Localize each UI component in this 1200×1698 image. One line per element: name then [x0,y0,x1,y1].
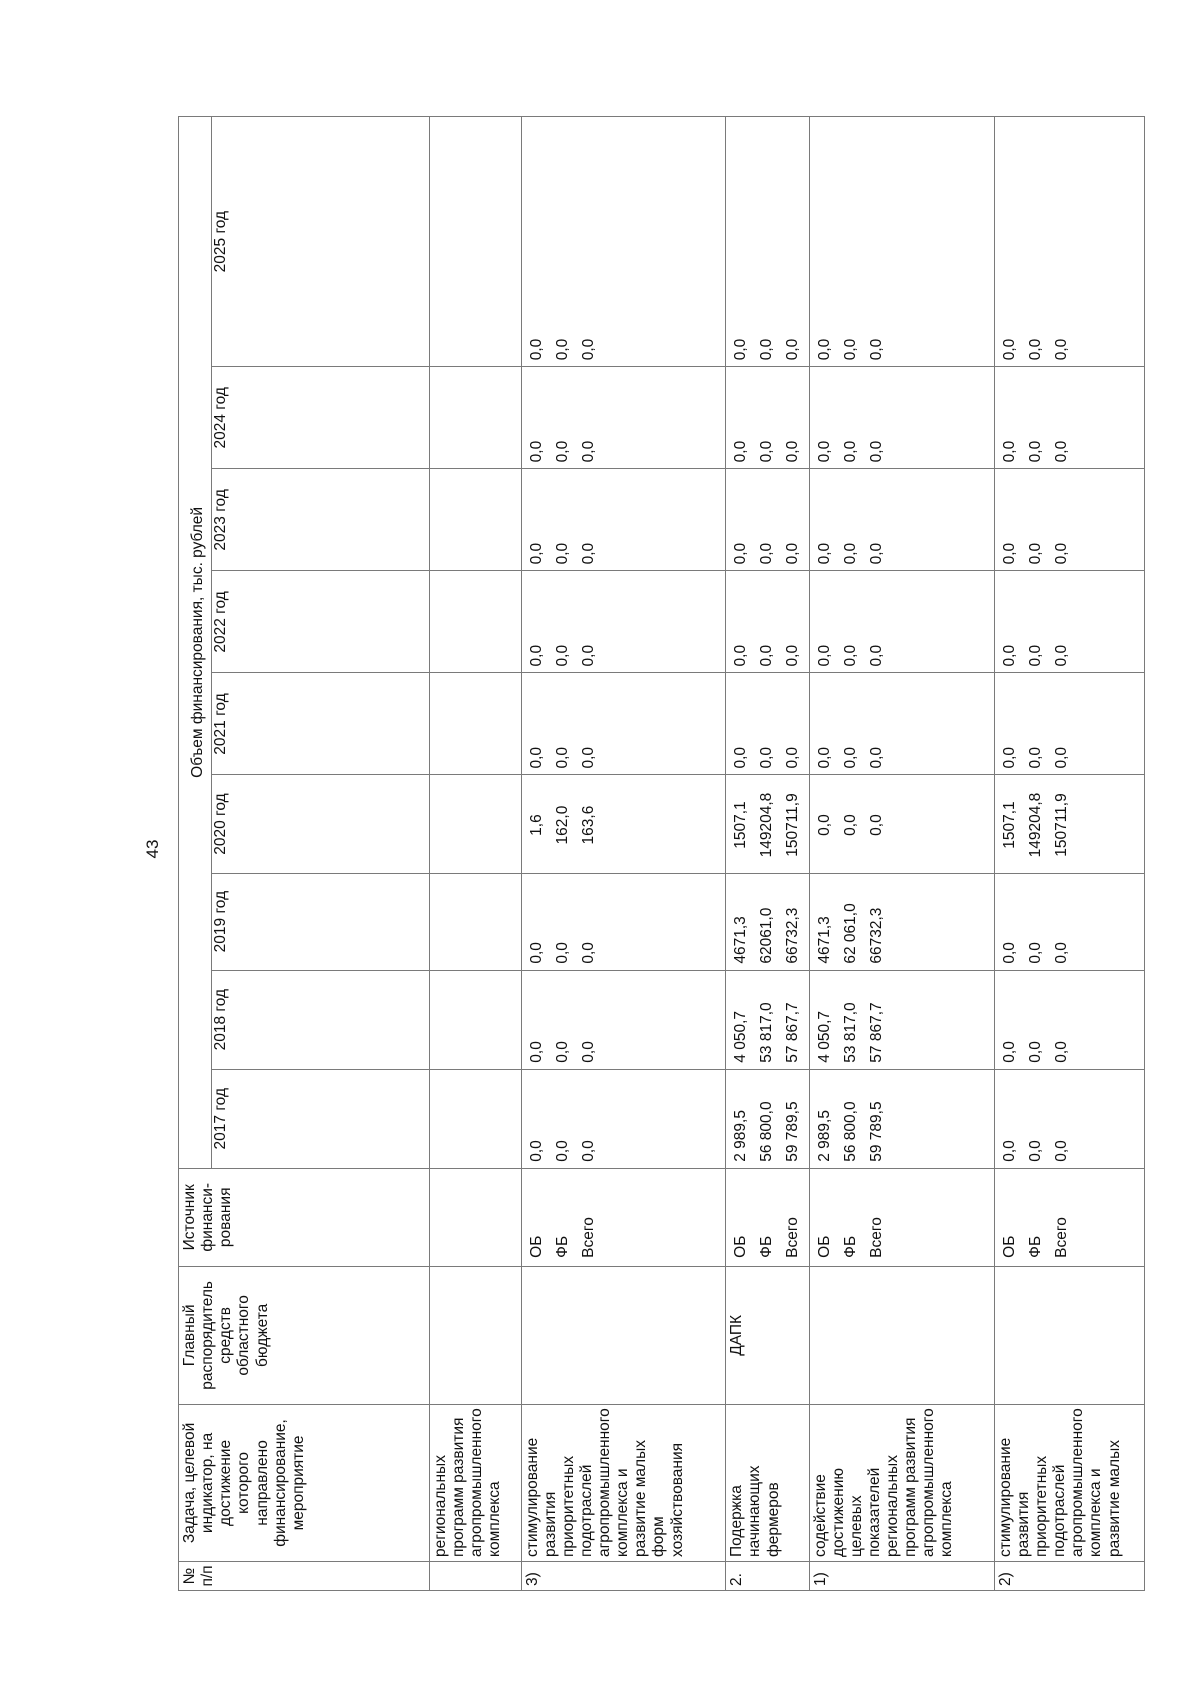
value-cell [521,571,726,673]
value-cell [430,673,522,775]
value-cell [726,775,809,873]
value: 4671,3 [815,916,833,964]
value-cell [430,117,522,367]
value: 0,0 [867,644,885,667]
value: 0,0 [1000,746,1018,769]
value: 0,0 [553,746,571,769]
value: 0,0 [732,746,750,769]
rotated-page-content [178,116,1145,1591]
row-manager [809,1266,994,1404]
value: 59 789,5 [867,1101,885,1162]
value: 0,0 [758,644,776,667]
row-sources [809,1168,994,1266]
value-cell [994,873,1144,970]
value: 0,0 [1026,542,1044,565]
row-task: Подержка начинающих фермеров [726,1404,809,1561]
value: 2 989,5 [732,1110,750,1162]
header-task: Задача, целевой индикатор, на достижение которого направлено финансирование, мероприятие [179,1404,430,1561]
row-number [430,1561,522,1590]
value: 62061,0 [758,907,776,964]
value: 0,0 [867,440,885,463]
value: 0,0 [553,338,571,361]
row-task: стимулирование развития приоритетных подотраслей агропромышленного комплекса и развитие малых [994,1404,1144,1561]
value: 0,0 [867,746,885,769]
value: 0,0 [732,440,750,463]
value: 53 817,0 [758,1002,776,1063]
value-cell [430,970,522,1069]
source-label: ОБ [732,1235,750,1258]
header-volume: Объем финансирования, тыс. рублей [179,117,212,1169]
value: 0,0 [1026,1041,1044,1063]
value-cell [809,117,994,367]
value: 0,0 [841,440,859,463]
source-label: ОБ [527,1235,545,1258]
value: 0,0 [1000,1041,1018,1063]
value-cell [809,873,994,970]
value: 0,0 [1026,644,1044,667]
value: 149204,8 [758,792,776,858]
value-cell [994,1069,1144,1168]
value: 0,0 [579,1140,597,1162]
value-cell [809,367,994,469]
row-number: 2. [726,1561,809,1590]
value-cell [994,673,1144,775]
value-cell [994,775,1144,873]
value: 57 867,7 [784,1002,802,1063]
value-cell [809,775,994,873]
value: 0,0 [784,542,802,565]
value-cell [430,367,522,469]
value: 0,0 [579,542,597,565]
value: 0,0 [527,440,545,463]
value-cell [521,873,726,970]
value: 0,0 [841,644,859,667]
row-sources [726,1168,809,1266]
source-label: ОБ [1000,1235,1018,1258]
header-year: 2024 год [211,367,429,469]
value: 0,0 [1052,1041,1070,1063]
value: 0,0 [553,644,571,667]
value-cell [994,469,1144,571]
value: 0,0 [815,814,833,836]
row-manager: ДАПК [726,1266,809,1404]
value: 0,0 [579,1041,597,1063]
value: 0,0 [732,542,750,565]
value-cell [521,1069,726,1168]
value: 0,0 [553,1041,571,1063]
value-cell [809,469,994,571]
table-row [809,117,994,1591]
value: 1,6 [527,814,545,836]
row-number: 1) [809,1561,994,1590]
value-cell [430,873,522,970]
value: 4 050,7 [732,1010,750,1063]
value-cell [726,117,809,367]
value: 150711,9 [1052,793,1070,857]
value: 57 867,7 [867,1002,885,1063]
value: 0,0 [815,440,833,463]
value: 0,0 [1000,440,1018,463]
value: 0,0 [1052,746,1070,769]
value: 0,0 [1052,942,1070,964]
value: 66732,3 [867,907,885,964]
value-cell [994,367,1144,469]
value-cell [430,571,522,673]
value: 0,0 [841,814,859,836]
header-year: 2025 год [211,117,429,367]
value-cell [521,117,726,367]
value: 0,0 [841,746,859,769]
table-body [179,117,1145,1591]
value: 0,0 [1000,942,1018,964]
value-cell [809,970,994,1069]
value: 0,0 [758,338,776,361]
row-task: содействие достижению целевых показателей региональных программ развития агропромышленного комплекса [809,1404,994,1561]
value-cell [726,367,809,469]
value-cell [521,970,726,1069]
source-label: ФБ [553,1235,571,1258]
value: 66732,3 [784,907,802,964]
source-label: ФБ [1026,1235,1044,1258]
value: 4 050,7 [815,1010,833,1063]
value: 0,0 [815,644,833,667]
value-cell [809,1069,994,1168]
header-year: 2020 год [211,775,429,873]
header-year: 2023 год [211,469,429,571]
value: 0,0 [527,644,545,667]
table-row [726,117,809,1591]
value: 1507,1 [732,801,750,849]
value-cell [809,571,994,673]
value: 0,0 [1000,644,1018,667]
value: 0,0 [784,746,802,769]
value-cell [994,970,1144,1069]
value: 0,0 [527,746,545,769]
value-cell [726,571,809,673]
row-manager [994,1266,1144,1404]
value: 0,0 [553,440,571,463]
value: 0,0 [815,338,833,361]
value: 0,0 [867,814,885,836]
value: 0,0 [784,644,802,667]
value: 0,0 [1052,644,1070,667]
header-manager: Главный распорядитель средств областного бюджета [179,1266,430,1404]
header-year: 2019 год [211,873,429,970]
header-year: 2018 год [211,970,429,1069]
value: 0,0 [579,338,597,361]
value-cell [521,367,726,469]
value: 0,0 [527,338,545,361]
value: 0,0 [758,746,776,769]
table-row [994,117,1144,1591]
value-cell [521,673,726,775]
value-cell [521,469,726,571]
value: 0,0 [579,440,597,463]
page-number: 43 [143,839,162,859]
source-label: ФБ [758,1235,776,1258]
value: 0,0 [815,542,833,565]
row-manager [521,1266,726,1404]
header-source: Источник финанси-рования [179,1168,430,1266]
value: 0,0 [784,440,802,463]
source-label: Всего [579,1217,597,1258]
value: 0,0 [784,338,802,361]
value: 0,0 [1000,1140,1018,1162]
value: 0,0 [579,644,597,667]
row-manager [430,1266,522,1404]
source-label: Всего [867,1217,885,1258]
value: 62 061,0 [841,903,859,964]
value: 56 800,0 [841,1101,859,1162]
row-task: стимулирование развития приоритетных подотраслей агропромышленного комплекса и развитие малых форм хозяйствования [521,1404,726,1561]
value: 0,0 [1052,440,1070,463]
value: 0,0 [732,644,750,667]
value-cell [994,117,1144,367]
value: 0,0 [867,542,885,565]
value-cell [809,673,994,775]
value: 0,0 [758,542,776,565]
value-cell [430,1069,522,1168]
value: 0,0 [867,338,885,361]
value: 0,0 [1026,440,1044,463]
value-cell [994,571,1144,673]
value: 0,0 [1026,942,1044,964]
value: 162,0 [553,805,571,845]
header-year: 2022 год [211,571,429,673]
value-cell [726,673,809,775]
value: 0,0 [579,942,597,964]
header-year: 2021 год [211,673,429,775]
source-label: ФБ [841,1235,859,1258]
value: 0,0 [1052,338,1070,361]
value: 0,0 [841,542,859,565]
value: 4671,3 [732,916,750,964]
header-year: 2017 год [211,1069,429,1168]
value: 0,0 [1026,338,1044,361]
value: 0,0 [1026,1140,1044,1162]
value-cell [726,469,809,571]
value: 0,0 [553,542,571,565]
value: 53 817,0 [841,1002,859,1063]
value: 0,0 [553,942,571,964]
value-cell [726,970,809,1069]
table-row [521,117,726,1591]
value: 1507,1 [1000,801,1018,849]
value: 0,0 [527,1041,545,1063]
value-cell [430,775,522,873]
value: 56 800,0 [758,1101,776,1162]
value: 0,0 [1052,542,1070,565]
source-label: Всего [1052,1217,1070,1258]
value: 0,0 [579,746,597,769]
value: 0,0 [1000,542,1018,565]
row-number: 3) [521,1561,726,1590]
value: 0,0 [527,542,545,565]
row-sources [994,1168,1144,1266]
row-sources [430,1168,522,1266]
value: 0,0 [815,746,833,769]
value: 150711,9 [784,793,802,857]
header-num: № п/п [179,1561,430,1590]
value: 0,0 [732,338,750,361]
value-cell [726,873,809,970]
value: 0,0 [841,338,859,361]
value: 0,0 [527,942,545,964]
table-row [430,117,522,1591]
value: 0,0 [1026,746,1044,769]
value: 149204,8 [1026,792,1044,858]
value: 0,0 [1052,1140,1070,1162]
row-number: 2) [994,1561,1144,1590]
value: 0,0 [527,1140,545,1162]
value-cell [726,1069,809,1168]
financing-table [178,116,1145,1591]
value: 0,0 [758,440,776,463]
value: 2 989,5 [815,1110,833,1162]
source-label: ОБ [815,1235,833,1258]
value-cell [521,775,726,873]
value: 0,0 [1000,338,1018,361]
header-row-1 [179,117,212,1591]
value-cell [430,469,522,571]
value: 59 789,5 [784,1101,802,1162]
value: 163,6 [579,805,597,845]
row-task: региональных программ развития агропромышленного комплекса [430,1404,522,1561]
row-sources [521,1168,726,1266]
source-label: Всего [784,1217,802,1258]
value: 0,0 [553,1140,571,1162]
